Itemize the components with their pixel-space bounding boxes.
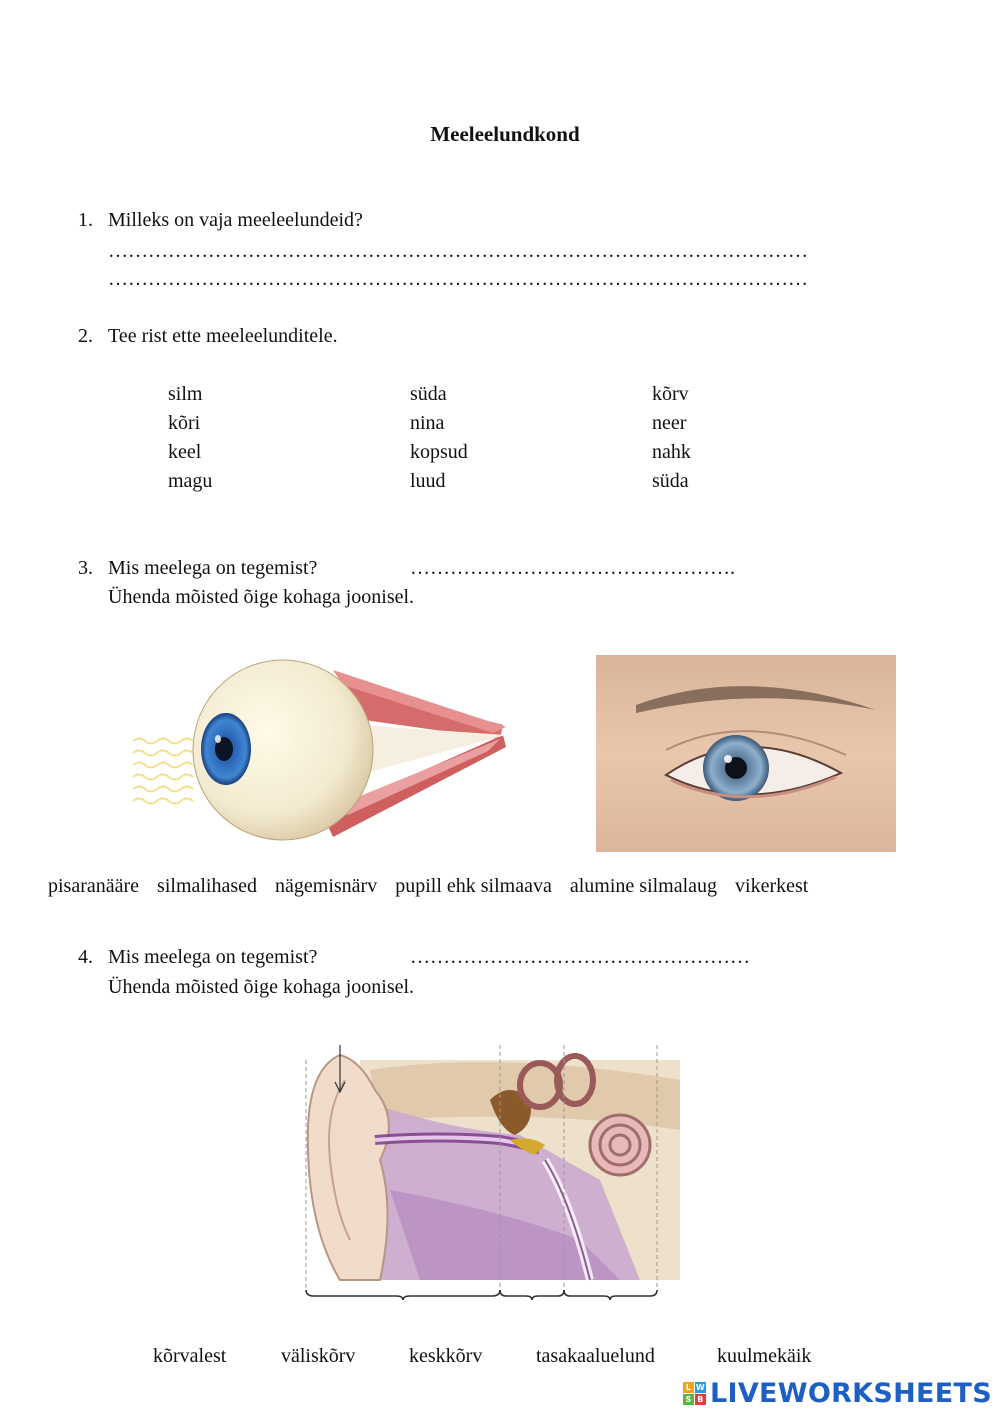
term-eye-muscles[interactable]: silmalihased — [157, 875, 258, 897]
question-2-text: Tee rist ette meeleelunditele. — [108, 325, 338, 347]
answer-line-1[interactable]: …………………………………………………………………………………………… — [108, 240, 808, 262]
organ-option[interactable]: kopsud — [410, 441, 468, 463]
term-optic-nerve[interactable]: nägemisnärv — [275, 875, 378, 897]
question-3-subtext: Ühenda mõisted õige kohaga joonisel. — [108, 586, 415, 608]
logo-mark-icon: L W S B — [683, 1382, 706, 1405]
term-middle-ear[interactable]: keskkõrv — [409, 1345, 483, 1367]
term-iris[interactable]: vikerkest — [735, 875, 809, 897]
question-4-text: Mis meelega on tegemist? — [108, 946, 318, 968]
liveworksheets-logo — [683, 1378, 992, 1409]
organ-option[interactable]: silm — [168, 383, 203, 405]
term-pupil[interactable]: pupill ehk silmaava — [395, 875, 552, 897]
ear-illustration — [300, 1040, 685, 1302]
organ-option[interactable]: keel — [168, 441, 202, 463]
term-balance-organ[interactable]: tasakaaluelund — [536, 1345, 655, 1367]
question-4-answer-line[interactable]: …………………………………………… — [410, 946, 750, 968]
term-lacrimal-gland[interactable]: pisaranääre — [48, 875, 140, 897]
answer-line-2[interactable]: …………………………………………………………………………………………… — [108, 268, 808, 290]
organ-option[interactable]: nina — [410, 412, 445, 434]
logo-text: LIVEWORKSHEETS — [709, 1378, 992, 1409]
eye-terms — [48, 875, 808, 898]
organ-option[interactable]: luud — [410, 470, 446, 492]
eye-photo — [596, 655, 896, 852]
organ-option[interactable]: süda — [410, 383, 447, 405]
question-3-text: Mis meelega on tegemist? — [108, 557, 318, 579]
question-1-text: Milleks on vaja meeleelundeid? — [108, 209, 363, 231]
organ-option[interactable]: kõri — [168, 412, 201, 434]
organ-option[interactable]: neer — [652, 412, 687, 434]
page-title: Meeleelundkond — [430, 122, 580, 146]
question-3-number: 3. — [78, 557, 93, 579]
term-lower-eyelid[interactable]: alumine silmalaug — [569, 875, 718, 897]
question-4-subtext: Ühenda mõisted õige kohaga joonisel. — [108, 976, 415, 998]
eyeball-illustration — [128, 655, 513, 845]
term-auricle[interactable]: kõrvalest — [153, 1345, 227, 1367]
organ-option[interactable]: kõrv — [652, 383, 689, 405]
term-ear-canal[interactable]: kuulmekäik — [717, 1345, 812, 1367]
organ-option[interactable]: nahk — [652, 441, 691, 463]
question-1-number: 1. — [78, 209, 93, 231]
organ-option[interactable]: süda — [652, 470, 689, 492]
term-outer-ear[interactable]: väliskõrv — [281, 1345, 356, 1367]
question-2-number: 2. — [78, 325, 93, 347]
question-4-number: 4. — [78, 946, 93, 968]
question-3-answer-line[interactable]: …………………………………………. — [410, 557, 735, 579]
organ-option[interactable]: magu — [168, 470, 213, 492]
